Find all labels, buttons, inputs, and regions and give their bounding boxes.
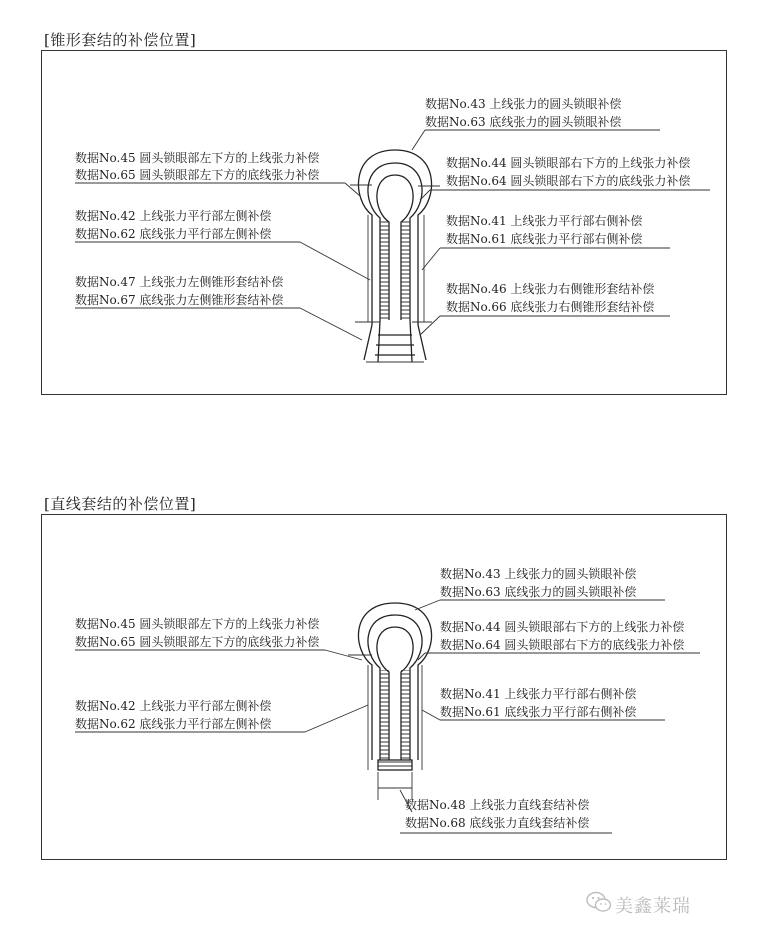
label-no68-s2: 数据No.68 底线张力直线套结补偿 [405, 816, 590, 830]
label-no47-s1: 数据No.47 上线张力左侧锥形套结补偿 [75, 275, 284, 289]
label-no42-s2: 数据No.42 上线张力平行部左侧补偿 [75, 699, 272, 713]
label-no43-s1: 数据No.43 上线张力的圆头锁眼补偿 [425, 97, 622, 111]
label-no43-s2: 数据No.43 上线张力的圆头锁眼补偿 [440, 567, 637, 581]
label-no63-s1: 数据No.63 底线张力的圆头锁眼补偿 [425, 115, 622, 129]
label-no46-s1: 数据No.46 上线张力右侧锥形套结补偿 [446, 282, 655, 296]
section1-title: [锥形套结的补偿位置] [44, 31, 197, 49]
label-no44-s1: 数据No.44 圆头锁眼部右下方的上线张力补偿 [446, 156, 691, 170]
label-no42-s1: 数据No.42 上线张力平行部左侧补偿 [75, 209, 272, 223]
label-no61-s2: 数据No.61 底线张力平行部右侧补偿 [440, 705, 637, 719]
label-no63-s2: 数据No.63 底线张力的圆头锁眼补偿 [440, 585, 637, 599]
label-no45-s2: 数据No.45 圆头锁眼部左下方的上线张力补偿 [75, 617, 320, 631]
label-no61-s1: 数据No.61 底线张力平行部右侧补偿 [446, 232, 643, 246]
label-no67-s1: 数据No.67 底线张力左侧锥形套结补偿 [75, 293, 284, 307]
label-no65-s2: 数据No.65 圆头锁眼部左下方的底线张力补偿 [75, 635, 320, 649]
label-no62-s2: 数据No.62 底线张力平行部左侧补偿 [75, 717, 272, 731]
label-no65-s1: 数据No.65 圆头锁眼部左下方的底线张力补偿 [75, 168, 320, 182]
label-no48-s2: 数据No.48 上线张力直线套结补偿 [405, 798, 590, 812]
brand-watermark: 美鑫莱瑞 [615, 896, 691, 917]
section2-title: [直线套结的补偿位置] [44, 495, 197, 513]
wechat-icon [586, 890, 612, 914]
label-no44-s2: 数据No.44 圆头锁眼部右下方的上线张力补偿 [440, 620, 685, 634]
label-no66-s1: 数据No.66 底线张力右侧锥形套结补偿 [446, 300, 655, 314]
tapered-buttonhole-illustration [358, 150, 431, 362]
label-no41-s2: 数据No.41 上线张力平行部右侧补偿 [440, 687, 637, 701]
label-no41-s1: 数据No.41 上线张力平行部右侧补偿 [446, 214, 643, 228]
straight-buttonhole-illustration [358, 603, 431, 770]
label-no64-s1: 数据No.64 圆头锁眼部右下方的底线张力补偿 [446, 174, 691, 188]
label-no45-s1: 数据No.45 圆头锁眼部左下方的上线张力补偿 [75, 151, 320, 165]
label-no62-s1: 数据No.62 底线张力平行部左侧补偿 [75, 227, 272, 241]
label-no64-s2: 数据No.64 圆头锁眼部右下方的底线张力补偿 [440, 638, 685, 652]
